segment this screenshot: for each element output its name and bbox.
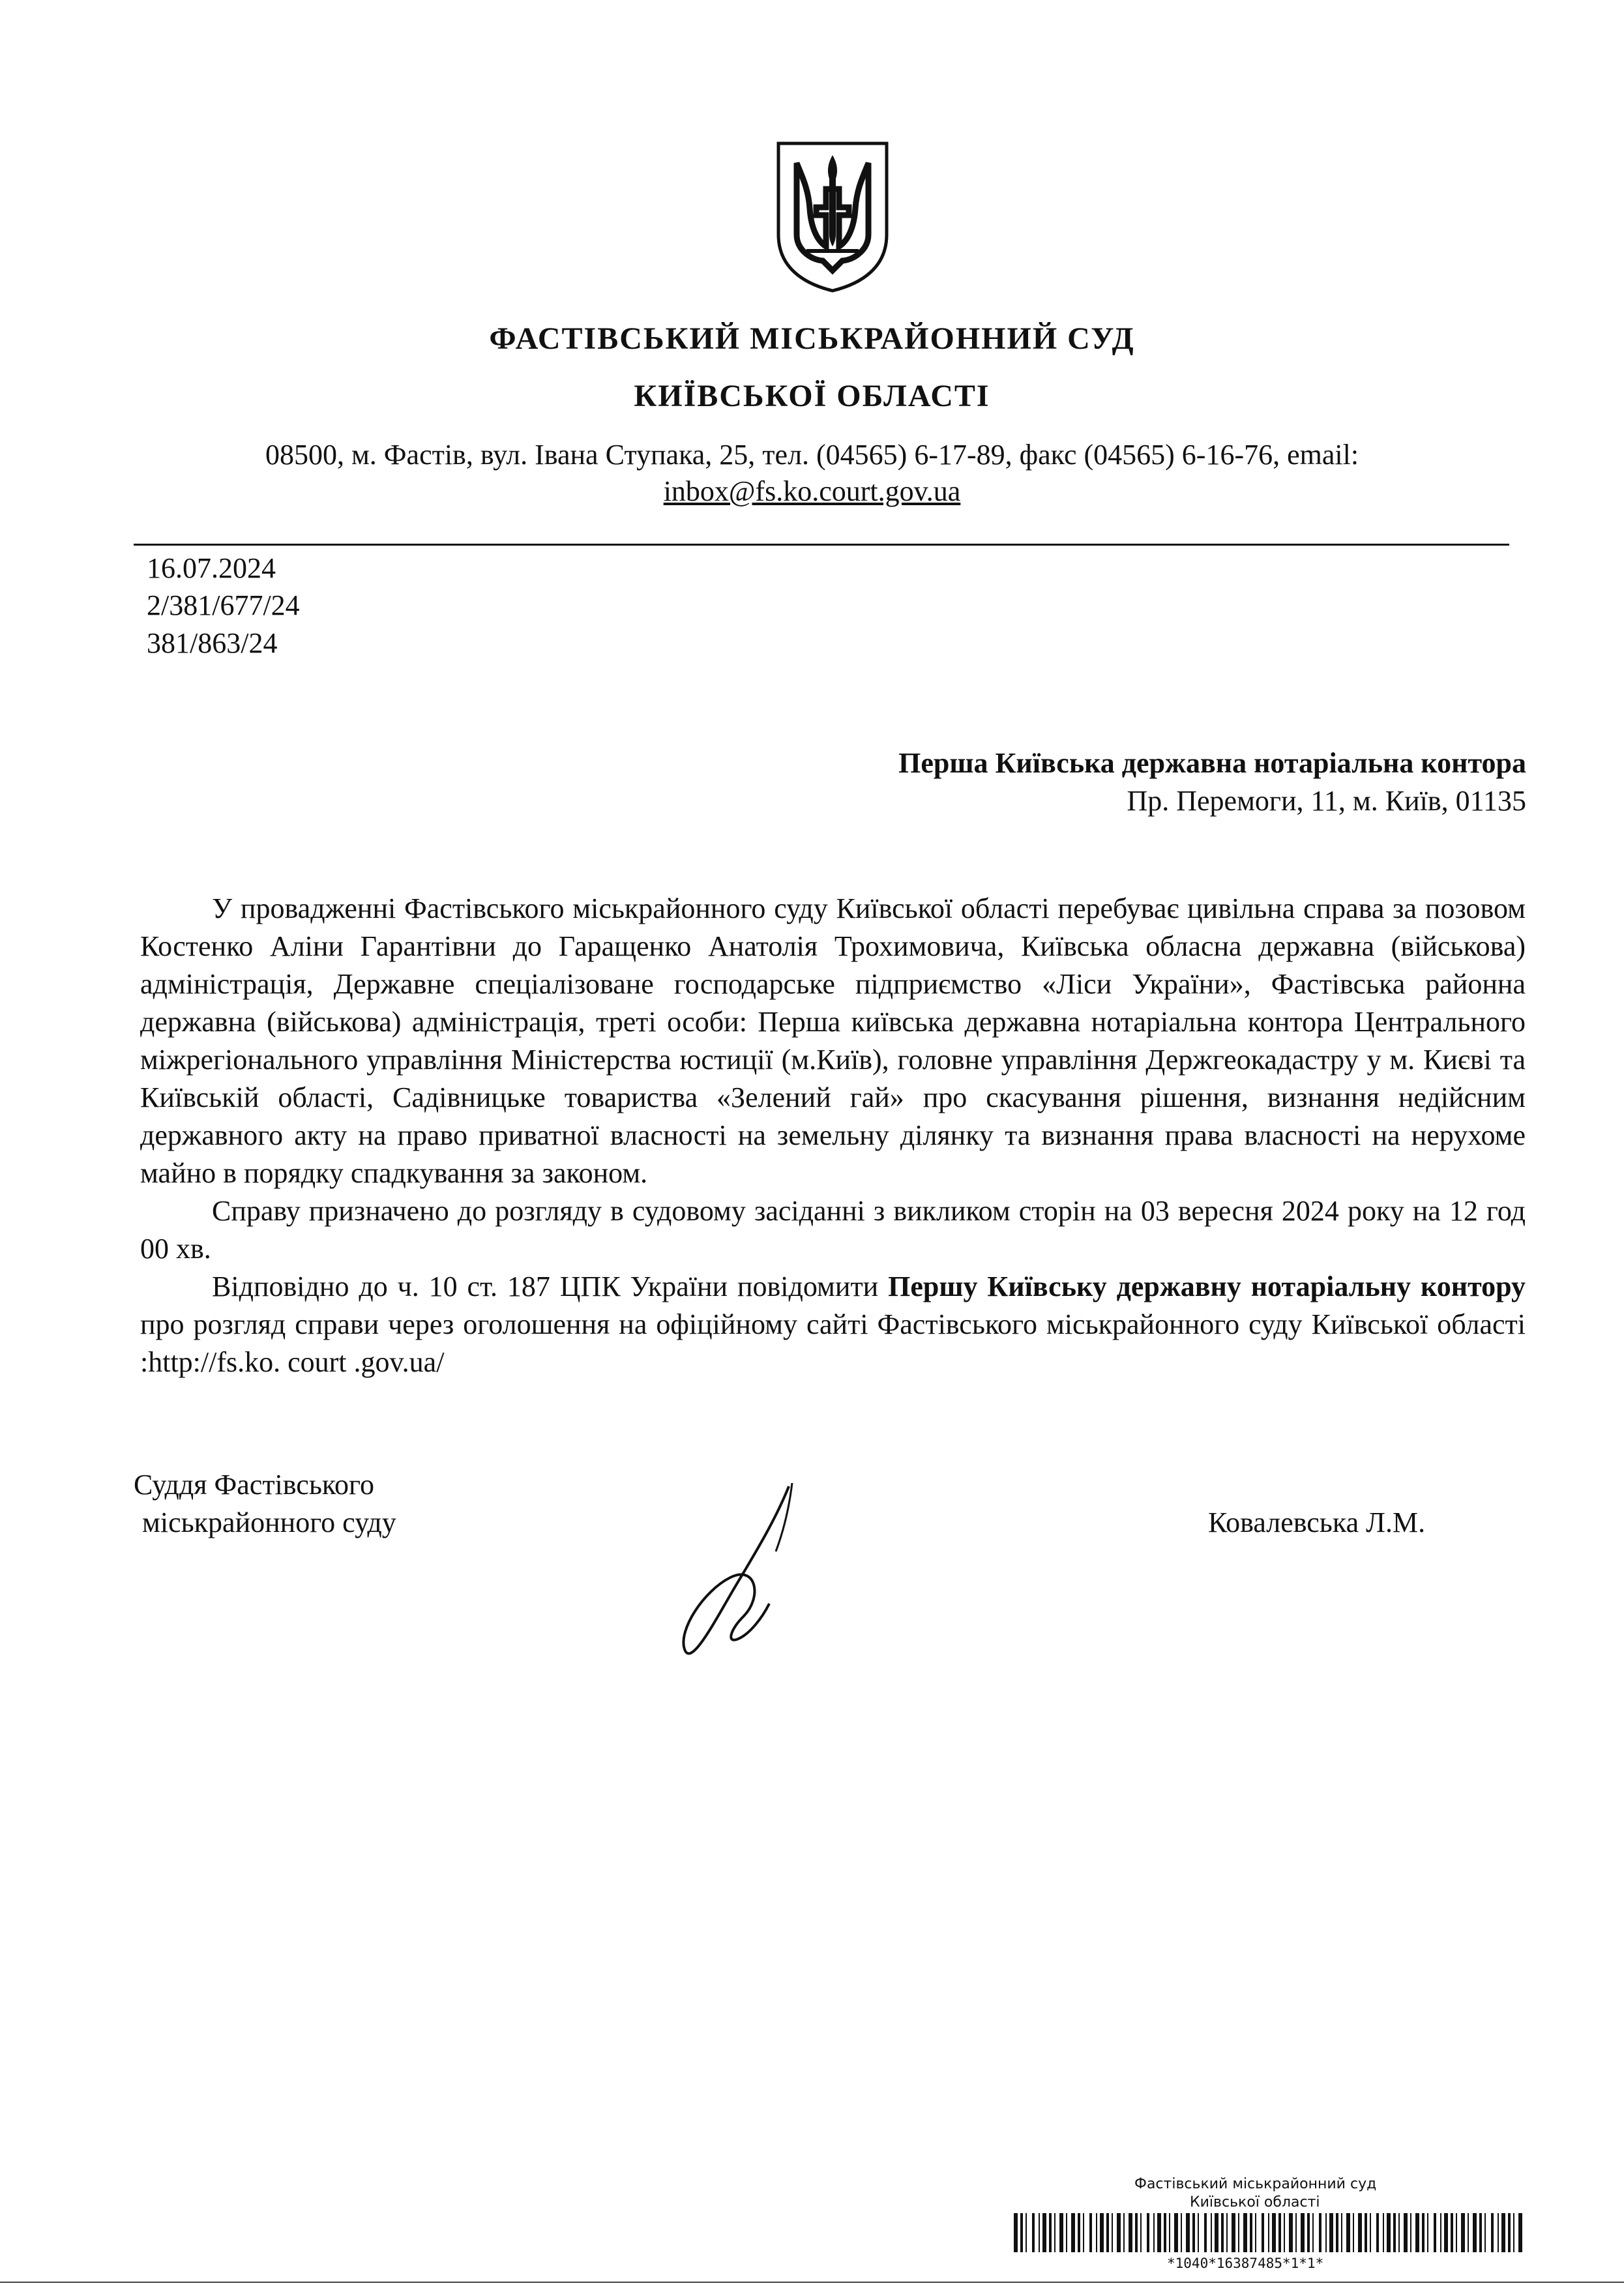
barcode-bar (1461, 2213, 1465, 2252)
barcode-bar (1192, 2213, 1195, 2252)
barcode-bar (1398, 2213, 1400, 2252)
barcode-bar (1198, 2213, 1199, 2252)
barcode-bar (1325, 2213, 1327, 2252)
barcode-bar (1336, 2213, 1338, 2252)
barcode-bar (1444, 2213, 1448, 2252)
barcode-bar (1135, 2213, 1138, 2252)
coat-of-arms-emblem (771, 137, 894, 293)
barcode-bar (1341, 2213, 1342, 2252)
barcode-bar (1353, 2213, 1354, 2252)
barcode-bar (1096, 2213, 1097, 2252)
barcode-bar (1226, 2213, 1228, 2252)
barcode-bar (1238, 2213, 1239, 2252)
barcode-bar (1307, 2213, 1310, 2252)
barcode-bar (1071, 2213, 1075, 2252)
barcode-bar (1404, 2213, 1408, 2252)
barcode-bar (1100, 2213, 1104, 2252)
barcode-bar (1473, 2213, 1477, 2252)
barcode-bar (1422, 2213, 1425, 2252)
barcode-bar (1089, 2213, 1092, 2252)
barcode-bar (1456, 2213, 1457, 2252)
body-text: про розгляд справи через оголошення на офіційному сайті Фастівського міськрайонного суду Київської області :http://fs.ko. court .gov.ua/ (140, 1308, 1526, 1378)
barcode-bar (1295, 2213, 1297, 2252)
barcode-bar (1518, 2213, 1522, 2252)
barcode-bar (1329, 2213, 1333, 2252)
letter-date: 16.07.2024 (147, 552, 276, 584)
judge-name: Ковалевська Л.М. (1208, 1506, 1426, 1538)
case-number: 2/381/677/24 (147, 589, 300, 621)
barcode-bar (1117, 2213, 1121, 2252)
barcode-bar (1026, 2213, 1027, 2252)
barcode-bar (1186, 2213, 1190, 2252)
barcode-bar (1243, 2213, 1247, 2252)
barcode-bar (1410, 2213, 1411, 2252)
barcode-bar (1215, 2213, 1218, 2252)
barcode-bar (1451, 2213, 1453, 2252)
barcode-bar (1358, 2213, 1362, 2252)
barcode-bar (1054, 2213, 1056, 2252)
barcode-bar (1255, 2213, 1256, 2252)
barcode-bar (1106, 2213, 1109, 2252)
header-divider (134, 544, 1509, 546)
letter-body (140, 890, 1526, 1381)
barcode-bar (1468, 2213, 1469, 2252)
handwritten-signature (665, 1480, 808, 1688)
barcode-bar (1498, 2213, 1499, 2252)
barcode-bar (1312, 2213, 1314, 2252)
body-paragraph: Справу призначено до розгляду в судовому засіданні з викликом сторін на 03 вересня 2024 року на 12 год 00 хв. (140, 1195, 1526, 1265)
barcode-bar (1415, 2213, 1419, 2252)
barcode-bar (1174, 2213, 1178, 2252)
barcode-bar (1370, 2213, 1371, 2252)
registration-number: 381/863/24 (147, 627, 278, 659)
barcode-bar (1232, 2213, 1235, 2252)
barcode-bar (1123, 2213, 1125, 2252)
barcode-bar (1157, 2213, 1161, 2252)
barcode-bar (1434, 2213, 1436, 2252)
court-address: 08500, м. Фастів, вул. Івана Ступака, 25, тел. (04565) 6-17-89, факс (04565) 6-16-76, email: (265, 439, 1359, 471)
barcode-bar (1479, 2213, 1482, 2252)
barcode (1014, 2213, 1522, 2252)
barcode-bar (1169, 2213, 1170, 2252)
barcode-bar (1268, 2213, 1269, 2252)
barcode-bar (1078, 2213, 1080, 2252)
barcode-bar (1289, 2213, 1293, 2252)
barcode-bar (1346, 2213, 1350, 2252)
body-paragraph (140, 1268, 1526, 1381)
barcode-bar (1083, 2213, 1084, 2252)
court-email-link[interactable]: inbox@fs.ko.court.gov.ua (663, 475, 961, 507)
barcode-bar (1032, 2213, 1035, 2252)
barcode-bar (1284, 2213, 1285, 2252)
judge-title-line2: міськрайонного суду (142, 1506, 396, 1538)
barcode-bar (1393, 2213, 1396, 2252)
barcode-bar (1440, 2213, 1441, 2252)
barcode-bar (1147, 2213, 1149, 2252)
barcode-bar (1020, 2213, 1023, 2252)
barcode-bar (1181, 2213, 1182, 2252)
footer-court-name: Фастівський міськрайонний суд (1134, 2176, 1377, 2192)
barcode-bar (1164, 2213, 1166, 2252)
barcode-bar (1059, 2213, 1063, 2252)
barcode-bar (1513, 2213, 1514, 2252)
barcode-bar (1365, 2213, 1367, 2252)
judge-title-line1: Суддя Фастівського (134, 1469, 374, 1501)
body-bold-recipient: Першу Київську державну нотаріальну контору (888, 1271, 1526, 1302)
recipient-address: Пр. Перемоги, 11, м. Київ, 01135 (1127, 785, 1526, 817)
body-paragraph: У провадженні Фастівського міськрайонного суду Київської області перебуває цивільна справа за позовом Костенко Аліни Гарантівни до Гаращенко Анатолія Трохимовича, Київська обласна державна (військова) адміністрація, Державне спеціалізоване господарське підприємство «Ліси України», Фастівська районна державна (військова) адміністрація, треті особи: Перша київська державна нотаріальна контора Центрального міжрегіонального управління Міністерства юстиції (м.Київ), головне управління Держгеокадастру у м. Києві та Київській області, Садівницьке товариства «Зелений гай» про скасування рішення, визнання недійсним державного акту на право приватної власності на земельну ділянку та визнання права власності на нерухоме майно в порядку спадкування за законом. (140, 892, 1526, 1189)
barcode-bar (1301, 2213, 1305, 2252)
barcode-bar (1278, 2213, 1281, 2252)
barcode-bar (1140, 2213, 1142, 2252)
body-text: Відповідно до ч. 10 ст. 187 ЦПК України повідомити (212, 1271, 889, 1302)
barcode-bar (1014, 2213, 1018, 2252)
barcode-bar (1112, 2213, 1113, 2252)
barcode-number: *1040*16387485*1*1* (1167, 2255, 1324, 2271)
barcode-bar (1376, 2213, 1379, 2252)
page-bottom-line (0, 2282, 1624, 2283)
barcode-bar (1484, 2213, 1486, 2252)
barcode-bar (1501, 2213, 1505, 2252)
barcode-bar (1427, 2213, 1428, 2252)
barcode-bar (1262, 2213, 1264, 2252)
barcode-bar (1049, 2213, 1052, 2252)
barcode-bar (1153, 2213, 1155, 2252)
barcode-bar (1250, 2213, 1252, 2252)
barcode-bar (1221, 2213, 1224, 2252)
barcode-bar (1039, 2213, 1040, 2252)
barcode-bar (1387, 2213, 1391, 2252)
barcode-bar (1508, 2213, 1511, 2252)
barcode-bar (1272, 2213, 1276, 2252)
barcode-bar (1066, 2213, 1067, 2252)
barcode-bar (1491, 2213, 1494, 2252)
recipient-name: Перша Київська державна нотаріальна контора (898, 747, 1526, 779)
barcode-bar (1042, 2213, 1046, 2252)
barcode-bar (1129, 2213, 1132, 2252)
barcode-bar (1319, 2213, 1321, 2252)
barcode-bar (1204, 2213, 1207, 2252)
court-name-line2: КИЇВСЬКОЇ ОБЛАСТІ (634, 379, 990, 413)
barcode-bar (1211, 2213, 1212, 2252)
court-name-line1: ФАСТІВСЬКИЙ МІСЬКРАЙОННИЙ СУД (489, 321, 1135, 356)
footer-court-region: Київської області (1190, 2194, 1320, 2211)
barcode-bar (1383, 2213, 1384, 2252)
